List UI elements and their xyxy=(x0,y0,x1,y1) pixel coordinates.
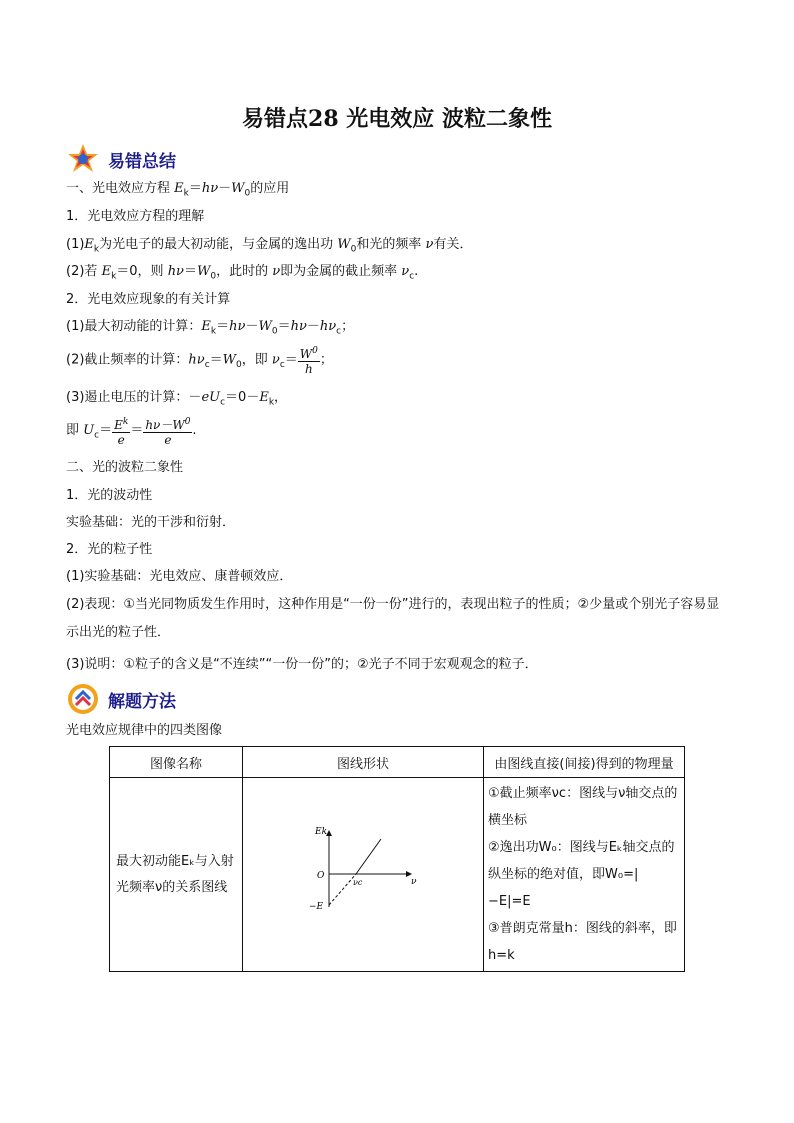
table-row xyxy=(110,778,685,972)
paragraph-1: $(1)E_k$为光电子的最大初动能，与金属的逸出功 $W_0$和光的频率 ν有关． xyxy=(66,237,473,255)
circle-badge-icon xyxy=(66,682,100,716)
section-label: 易错总结 xyxy=(108,151,176,172)
heading-2-2: 2．光的粒子性 xyxy=(66,542,153,557)
heading-2: 二、光的波粒二象性 xyxy=(66,460,184,475)
header-cell: 由图线直接(间接)得到的物理量 xyxy=(484,747,685,778)
paragraph-4: (2)截止频率的计算：$h\nu_c=W_0$，即 $\nu_c=$ $\frac{W^0}{h}$ ； xyxy=(66,346,333,376)
heading-1-2: 2．光电效应现象的有关计算 xyxy=(66,292,231,307)
paragraph-7: 实验基础：光的干涉和衍射． xyxy=(66,515,236,530)
paragraph-3: (1)最大初动能的计算：$E_k=h\nu-W_0=h\nu-h\nu_c$； xyxy=(66,319,355,337)
x-intercept-label: νc xyxy=(353,877,363,887)
paragraph-11: 光电效应规律中的四类图像 xyxy=(66,723,223,738)
ek-vs-frequency-graph xyxy=(243,779,483,967)
header-cell: 图像名称 xyxy=(110,747,243,778)
section-label: 解题方法 xyxy=(108,691,176,712)
paragraph-2: (2)若 $E_k=0$，则 $h\nu=W_0$，此时的 ν即为金属的截止频率 $\nu_c$. xyxy=(66,264,419,282)
page-title: 易错点28 光电效应 波粒二象性 xyxy=(242,106,552,132)
quantities-cell xyxy=(484,778,685,972)
extrapolated-line xyxy=(329,874,356,905)
graph-name-cell: 最大初动能Eₖ与入射光频率ν的关系图线 xyxy=(110,778,243,972)
quantity-item: ①截止频率νc：图线与ν轴交点的横坐标 xyxy=(488,786,678,828)
paragraph-6: 即 $U_c=$ $\frac{E^k}{e}$ ＝ $\frac{h\nu-W^0}{e}$ . xyxy=(66,416,197,447)
heading-1-1: 1．光电效应方程的理解 xyxy=(66,209,205,224)
paragraph-5: (3)遏止电压的计算：$-eU_c=0-E_k$， xyxy=(66,390,288,408)
paragraph-9: (2)表现：①当光同物质发生作用时，这种作用是“一份一份”进行的，表现出粒子的性质；②少量或个别光子容易显示出光的粒子性． xyxy=(66,597,720,640)
quantity-item: ③普朗克常量h：图线的斜率，即h=k xyxy=(488,921,677,963)
paragraph-8: (1)实验基础：光电效应、康普顿效应． xyxy=(66,569,293,584)
heading-2-1: 1．光的波动性 xyxy=(66,488,153,503)
graph-types-table xyxy=(109,746,685,972)
quantity-item: ②逸出功W₀：图线与Eₖ轴交点的纵坐标的绝对值，即W₀=|−E|=E xyxy=(488,840,675,909)
graph-line xyxy=(356,839,381,874)
section-header-summary xyxy=(66,142,176,176)
section-header-method xyxy=(66,682,176,716)
star-badge-icon xyxy=(66,142,100,176)
table-header-row xyxy=(110,747,685,778)
origin-label: O xyxy=(317,870,325,881)
header-cell: 图线形状 xyxy=(243,747,484,778)
graph-shape-cell xyxy=(243,778,484,972)
paragraph-10: (3)说明：①粒子的含义是“不连续”“一份一份”的；②光子不同于宏观观念的粒子． xyxy=(66,657,538,672)
y-axis-label: Ek xyxy=(315,826,328,837)
x-axis-label: ν xyxy=(411,876,417,887)
y-intercept-label: −E xyxy=(309,901,324,912)
heading-1: 一、光电效应方程 $E_k=h\nu-W_0$的应用 xyxy=(66,181,290,199)
